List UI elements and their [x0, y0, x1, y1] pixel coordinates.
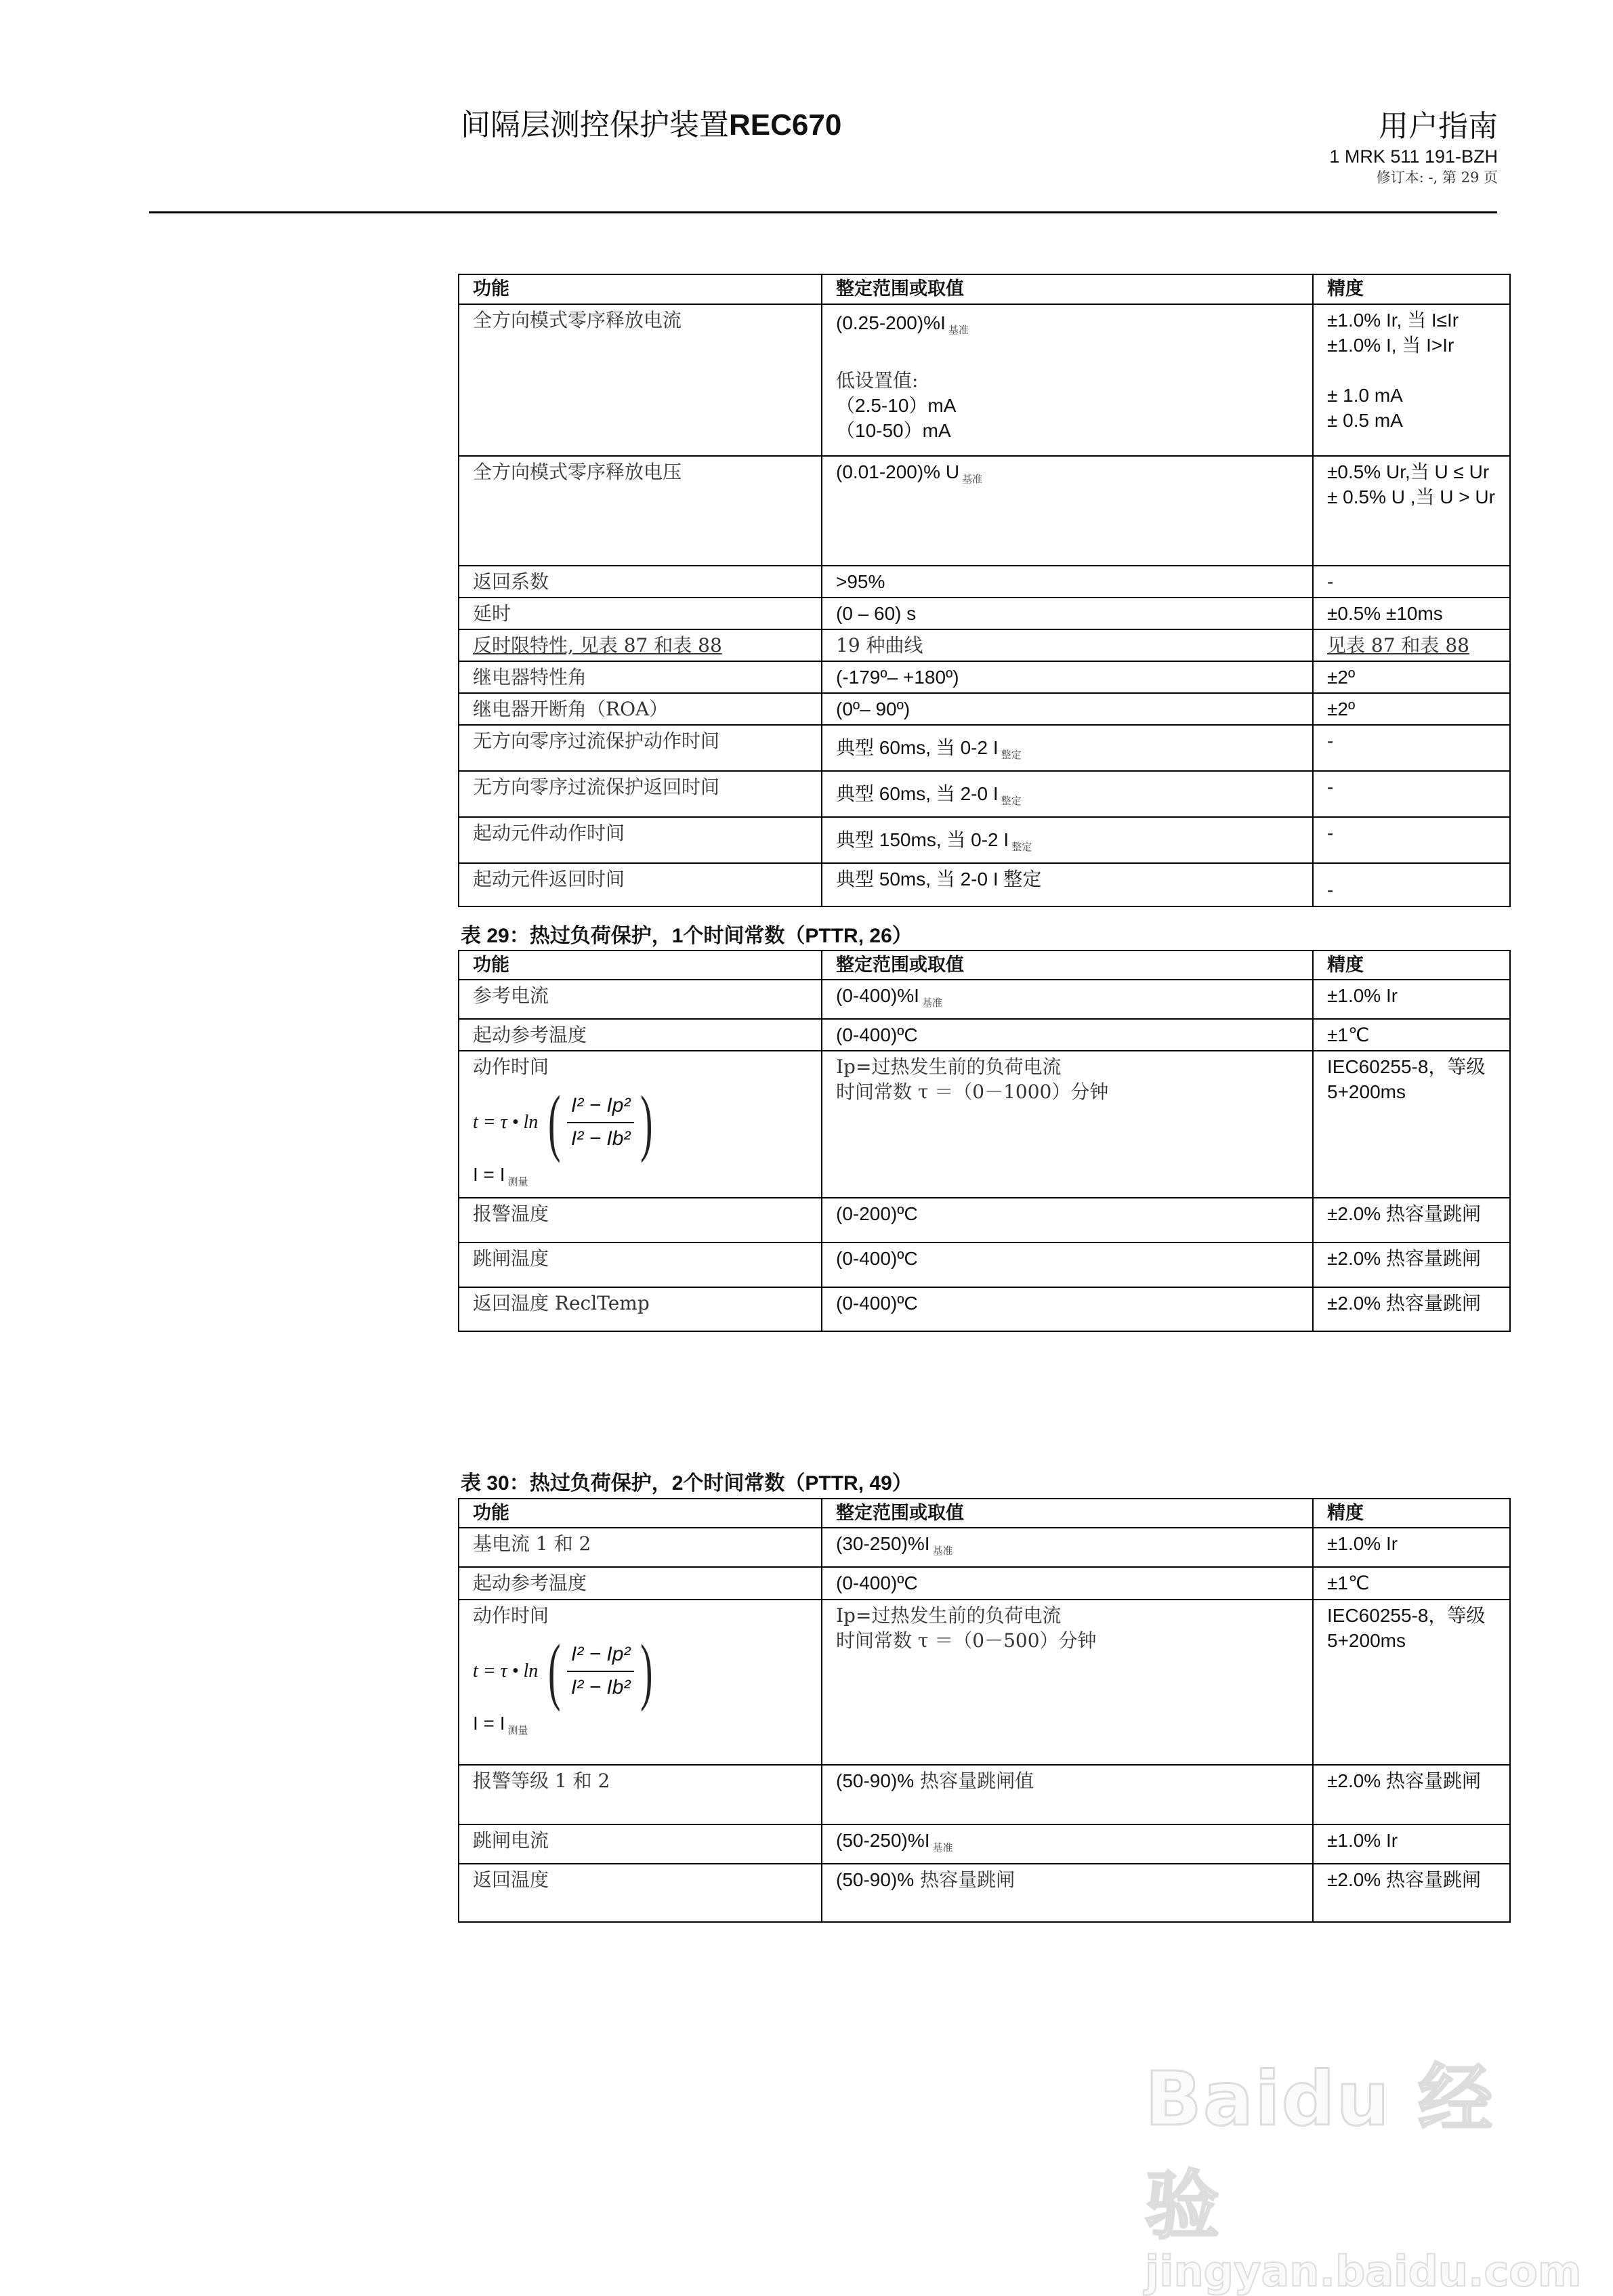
column-header-function: 功能 — [459, 1499, 822, 1528]
spec-table-29 — [458, 950, 1511, 1332]
cell-function: 基电流 1 和 2 — [459, 1528, 822, 1567]
column-header-accuracy: 精度 — [1313, 274, 1510, 304]
cell-function: 起动参考温度 — [459, 1567, 822, 1600]
cell-accuracy: ±1℃ — [1313, 1567, 1510, 1600]
cell-range: (0-400)ºC — [822, 1243, 1313, 1287]
table-header-row — [459, 274, 1510, 304]
table-row — [459, 1864, 1510, 1922]
document-title-code: REC670 — [729, 108, 842, 142]
table-header-row — [459, 951, 1510, 980]
cell-range: (0-200)ºC — [822, 1198, 1313, 1243]
cell-range: (0.01-200)% U $_{基准}$ — [822, 456, 1313, 566]
table-row — [459, 1765, 1510, 1824]
table-row — [459, 1051, 1510, 1198]
cell-function: 报警等级 1 和 2 — [459, 1765, 822, 1824]
cell-function: 继电器开断角（ROA） — [459, 693, 822, 725]
cell-range: (0-400)ºC — [822, 1287, 1313, 1331]
cell-function: 起动参考温度 — [459, 1019, 822, 1051]
cell-accuracy: ±2.0% 热容量跳闸 — [1313, 1243, 1510, 1287]
operate-time-formula: t = τ • ln ( $\frac{\text{I² − Ip²}}{\text{I² − Ib²}}$ ) — [473, 1629, 653, 1712]
table-row — [459, 629, 1510, 661]
cell-range: 典型 60ms, 当 2-0 I $_{整定}$ — [822, 771, 1313, 817]
table-row — [459, 725, 1510, 771]
cell-accuracy: ±0.5% ±10ms — [1313, 598, 1510, 629]
table-row — [459, 1287, 1510, 1331]
link-table-87-88[interactable]: 见表 87 和表 88 — [1327, 634, 1469, 656]
cell-accuracy: ±2.0% 热容量跳闸 — [1313, 1765, 1510, 1824]
cell-function: 延时 — [459, 598, 822, 629]
column-header-accuracy: 精度 — [1313, 951, 1510, 980]
document-title-cn: 间隔层测控保护装置 — [461, 108, 729, 142]
document-meta — [1329, 108, 1498, 187]
cell-range: (30-250)%I $_{基准}$ — [822, 1528, 1313, 1567]
column-header-range: 整定范围或取值 — [822, 1499, 1313, 1528]
cell-function: 无方向零序过流保护返回时间 — [459, 771, 822, 817]
cell-function: 跳闸电流 — [459, 1824, 822, 1864]
cell-range: (50-90)% 热容量跳闸值 — [822, 1765, 1313, 1824]
link-table-87-88[interactable]: 反时限特性, 见表 87 和表 88 — [473, 634, 722, 656]
cell-accuracy: ±2º — [1313, 661, 1510, 693]
revision-page: 修订本: -, 第 29 页 — [1376, 169, 1498, 186]
cell-range: Ip=过热发生前的负荷电流 时间常数 τ ＝（0－500）分钟 — [822, 1600, 1313, 1765]
cell-range: 19 种曲线 — [822, 629, 1313, 661]
cell-function: 动作时间 t = τ • ln ( $\frac{\text{I² − Ip²}}{\text{I² − Ib²}}$ ) I = I $_{测量}$ — [459, 1600, 822, 1765]
table-row — [459, 1600, 1510, 1765]
cell-function: 全方向模式零序释放电流 — [459, 304, 822, 456]
cell-range: (50-250)%I $_{基准}$ — [822, 1824, 1313, 1864]
spec-table-continued — [458, 274, 1511, 907]
table-row — [459, 1824, 1510, 1864]
table-row — [459, 1243, 1510, 1287]
column-header-range: 整定范围或取值 — [822, 951, 1313, 980]
cell-accuracy: - — [1313, 863, 1510, 906]
table-row — [459, 566, 1510, 598]
cell-function: 继电器特性角 — [459, 661, 822, 693]
cell-function: 起动元件动作时间 — [459, 817, 822, 863]
cell-function: 返回温度 ReclTemp — [459, 1287, 822, 1331]
cell-function: 动作时间 t = τ • ln ( $\frac{\text{I² − Ip²}}{\text{I² − Ib²}}$ ) I = I $_{测量}$ — [459, 1051, 822, 1198]
cell-accuracy: - — [1313, 771, 1510, 817]
table-row — [459, 1019, 1510, 1051]
cell-range: (50-90)% 热容量跳闸 — [822, 1864, 1313, 1922]
column-header-function: 功能 — [459, 274, 822, 304]
cell-function — [459, 629, 822, 661]
header-divider — [149, 211, 1497, 213]
cell-range: (0-400)%I $_{基准}$ — [822, 980, 1313, 1019]
cell-range: Ip=过热发生前的负荷电流 时间常数 τ ＝（0－1000）分钟 — [822, 1051, 1313, 1198]
cell-accuracy: IEC60255-8，等级 5+200ms — [1313, 1051, 1510, 1198]
cell-accuracy: ±2.0% 热容量跳闸 — [1313, 1287, 1510, 1331]
cell-range: (0º– 90º) — [822, 693, 1313, 725]
cell-accuracy: ±2º — [1313, 693, 1510, 725]
cell-accuracy: ±1.0% Ir — [1313, 980, 1510, 1019]
baidu-paw-logo-icon: Baidu 经验 — [1145, 2055, 1494, 2249]
guide-label: 用户指南 — [1379, 110, 1498, 143]
table30-caption: 表 30：热过负荷保护，2个时间常数（PTTR, 49） — [461, 1472, 913, 1495]
cell-accuracy: ±0.5% Ur,当 U ≤ Ur ± 0.5% U ,当 U > Ur — [1313, 456, 1510, 566]
cell-accuracy: ±1℃ — [1313, 1019, 1510, 1051]
cell-accuracy: - — [1313, 566, 1510, 598]
cell-accuracy: IEC60255-8，等级 5+200ms — [1313, 1600, 1510, 1765]
cell-range: (0.25-200)%I $_{基准}$ 低设置值: （2.5-10）mA （10-50）mA — [822, 304, 1313, 456]
table-row — [459, 771, 1510, 817]
cell-range: >95% — [822, 566, 1313, 598]
table-row — [459, 817, 1510, 863]
cell-function: 报警温度 — [459, 1198, 822, 1243]
cell-accuracy: - — [1313, 725, 1510, 771]
column-header-range: 整定范围或取值 — [822, 274, 1313, 304]
cell-range: 典型 60ms, 当 0-2 I $_{整定}$ — [822, 725, 1313, 771]
cell-accuracy — [1313, 629, 1510, 661]
doc-number: 1 MRK 511 191-BZH — [1329, 146, 1498, 167]
watermark-url: jingyan.baidu.com — [1145, 2247, 1582, 2296]
cell-function: 跳闸温度 — [459, 1243, 822, 1287]
table-row — [459, 456, 1510, 566]
cell-function: 起动元件返回时间 — [459, 863, 822, 906]
table-row — [459, 661, 1510, 693]
table-row — [459, 980, 1510, 1019]
cell-range: 典型 50ms, 当 2-0 I 整定 — [822, 863, 1313, 906]
table-row — [459, 1567, 1510, 1600]
baidu-watermark — [1145, 2039, 1582, 2296]
cell-function: 全方向模式零序释放电压 — [459, 456, 822, 566]
column-header-accuracy: 精度 — [1313, 1499, 1510, 1528]
table-row — [459, 1528, 1510, 1567]
cell-accuracy: ±1.0% Ir — [1313, 1824, 1510, 1864]
table-row — [459, 1198, 1510, 1243]
cell-accuracy: ±2.0% 热容量跳闸 — [1313, 1864, 1510, 1922]
table-row — [459, 598, 1510, 629]
spec-table-30 — [458, 1498, 1511, 1923]
cell-range: 典型 150ms, 当 0-2 I $_{整定}$ — [822, 817, 1313, 863]
table29-caption: 表 29：热过负荷保护，1个时间常数（PTTR, 26） — [461, 925, 913, 947]
cell-range: (0 – 60) s — [822, 598, 1313, 629]
cell-range: (0-400)ºC — [822, 1019, 1313, 1051]
cell-accuracy: - — [1313, 817, 1510, 863]
cell-function: 返回系数 — [459, 566, 822, 598]
column-header-function: 功能 — [459, 951, 822, 980]
cell-function: 参考电流 — [459, 980, 822, 1019]
cell-range: (0-400)ºC — [822, 1567, 1313, 1600]
table-row — [459, 863, 1510, 906]
cell-accuracy: ±2.0% 热容量跳闸 — [1313, 1198, 1510, 1243]
cell-range: (-179º– +180º) — [822, 661, 1313, 693]
cell-function: 返回温度 — [459, 1864, 822, 1922]
cell-accuracy: ±1.0% Ir, 当 I≤Ir ±1.0% I, 当 I>Ir ± 1.0 mA ± 0.5 mA — [1313, 304, 1510, 456]
table-header-row — [459, 1499, 1510, 1528]
table-row — [459, 693, 1510, 725]
cell-accuracy: ±1.0% Ir — [1313, 1528, 1510, 1567]
cell-function: 无方向零序过流保护动作时间 — [459, 725, 822, 771]
document-title — [461, 100, 841, 144]
table-row — [459, 304, 1510, 456]
operate-time-formula: t = τ • ln ( $\frac{\text{I² − Ip²}}{\text{I² − Ib²}}$ ) — [473, 1081, 653, 1163]
